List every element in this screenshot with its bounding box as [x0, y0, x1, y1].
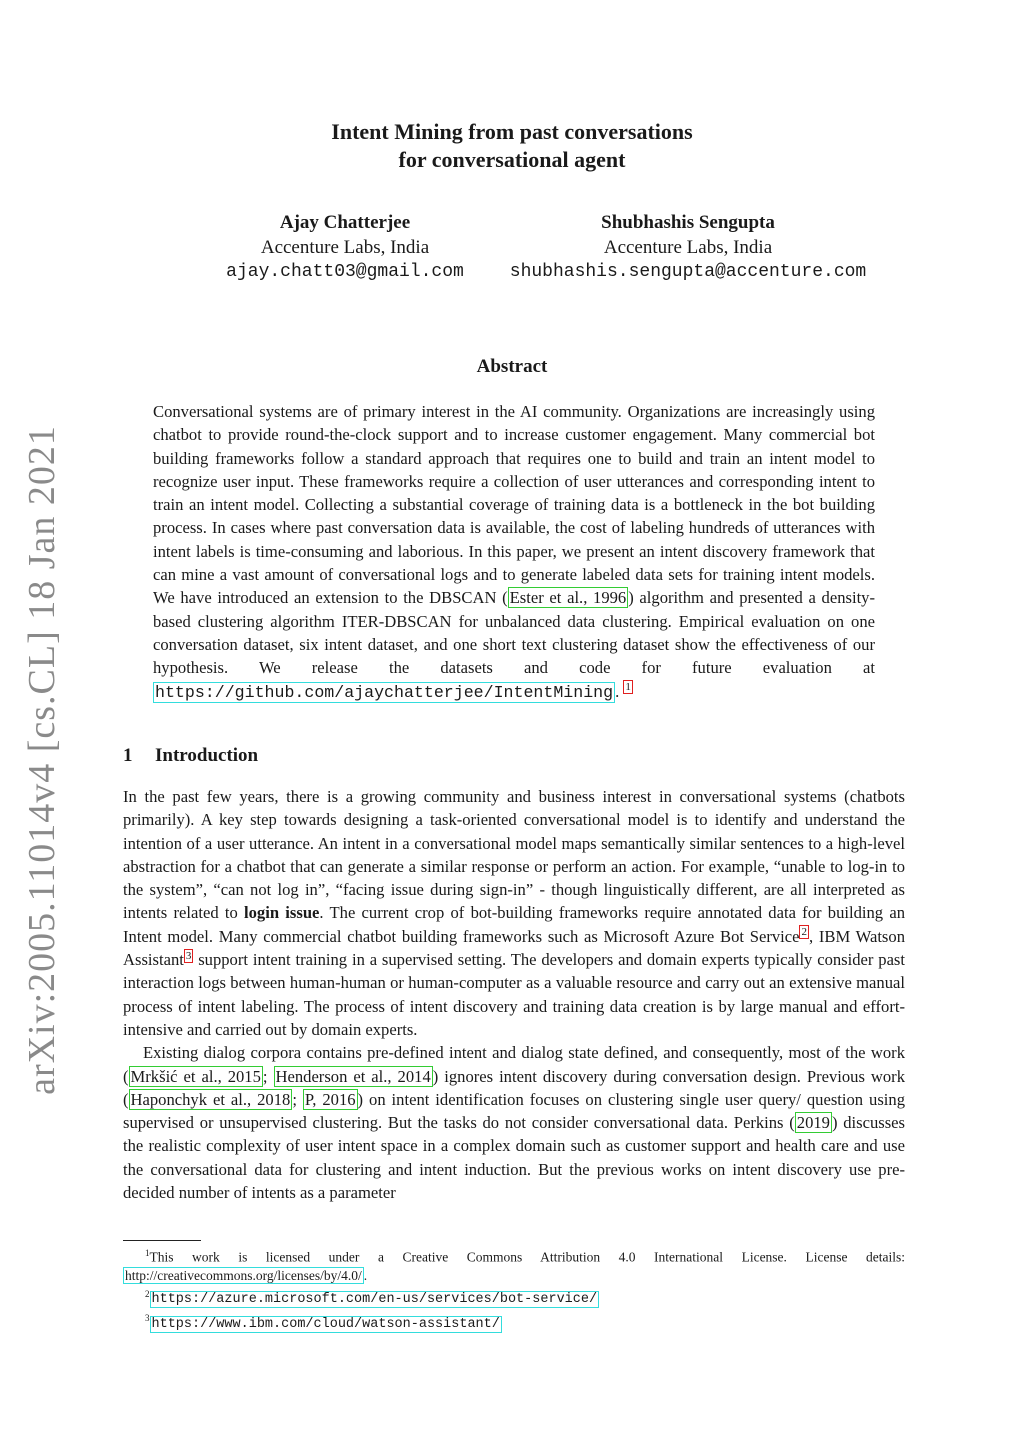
footnote-ref-link[interactable]: 2 [801, 926, 807, 939]
text-span: Existing dialog corpora contains pre-defined intent and dialog state defined, and consequently, most of the work ( [123, 1043, 905, 1086]
section-title: Introduction [155, 745, 259, 766]
footnotes [123, 1244, 905, 1334]
footnote-mark: 3 [145, 1313, 150, 1323]
paragraph [123, 785, 905, 1041]
bold-term: login issue [244, 903, 320, 923]
text-span: ; [292, 1089, 303, 1109]
abstract-text: Conversational systems are of primary interest in the AI community. Organizations are increasingly using chatbot to provide round-the-clock support and to increase customer engagement. Many commercial bot building frameworks follow a standard approach that requires one to build and train an intent model to recognize user input. These frameworks require a collection of user utterances and corresponding intent to train an intent model. Collecting a substantial coverage of training data is a bottleneck in the bot building process. In cases where past conversation data is available, the cost of labeling hundreds of utterances with intent labels is time-consuming and laborious. In this paper, we present an intent discovery framework that can mine a vast amount of conversational logs and to generate labeled data sets for training intent models. We have introduced an extension to the DBSCAN ( [153, 402, 875, 608]
paragraph [123, 1041, 905, 1204]
text-span: In the past few years, there is a growing community and business interest in conversational systems (chatbots primarily). A key step towards designing a task-oriented conversational model is to identify and understand the intention of a user utterance. An intent in a conversational model maps semantically similar sentences to a high-level abstraction for a chatbot that can generate a similar response or perform an action. For example, “unable to log-in to the system”, “can not log in”, “facing issue during sign-in” - though linguistically different, are all interpreted as intents related to [123, 787, 905, 923]
author-block-1 [190, 210, 500, 285]
footnote-3 [123, 1309, 905, 1334]
footnote-1 [123, 1244, 905, 1285]
author-block-2 [478, 210, 898, 285]
section-number: 1 [123, 745, 133, 766]
text-span: ) on intent identification focuses on clustering single user query/ question using supervised or unsupervised clustering. But the tasks do not consider conversational data. Perkins ( [123, 1089, 905, 1133]
author-email[interactable]: shubhashis.sengupta@accenture.com [509, 262, 867, 282]
paper-title [0, 118, 1024, 174]
author-affiliation: Accenture Labs, India [603, 237, 773, 258]
abstract-text: ) algorithm and presented a density-based clustering algorithm ITER-DBSCAN for unbalanced data clustering. Empirical evaluation on one conversation dataset, six intent dataset, and one short text clustering dataset show the effectiveness of our hypothesis. We release the datasets and code for future evaluation at [153, 588, 875, 678]
footnote-mark: 1 [145, 1248, 150, 1258]
footnote-ref-link[interactable]: 3 [185, 949, 192, 962]
citation-link[interactable]: Ester et al., 1996 [509, 588, 627, 608]
citation-link[interactable]: 2019 [796, 1113, 830, 1133]
title-line-1: Intent Mining from past conversations [331, 119, 693, 144]
watson-url-link[interactable]: https://www.ibm.com/cloud/watson-assistant/ [151, 1316, 500, 1332]
abstract-heading: Abstract [476, 356, 548, 377]
text-span: ) ignores intent discovery during conversation design. Previous work ( [123, 1066, 905, 1109]
arxiv-sidebar-stamp [10, 425, 74, 1095]
section-heading [123, 745, 258, 767]
footnote-text: . [363, 1267, 368, 1283]
author-email[interactable]: ajay.chatt03@gmail.com [226, 262, 464, 282]
text-span: , IBM Watson Assistant [123, 926, 905, 970]
text-span: ; [262, 1066, 274, 1086]
citation-link[interactable]: Mrkšić et al., 2015 [130, 1066, 261, 1086]
footnote-divider [123, 1240, 201, 1241]
citation-link[interactable]: P, 2016 [304, 1089, 356, 1109]
title-line-2: for conversational agent [398, 147, 626, 172]
author-affiliation: Accenture Labs, India [260, 237, 430, 258]
footnote-ref-link[interactable]: 1 [625, 681, 631, 694]
abstract-text: . [615, 681, 624, 701]
footnote-mark: 2 [145, 1288, 150, 1299]
abstract-body [153, 400, 875, 704]
footnote-2 [123, 1285, 905, 1310]
license-url-link[interactable]: http://creativecommons.org/licenses/by/4.0/ [125, 1267, 362, 1283]
code-url-link[interactable]: https://github.com/ajaychatterjee/IntentMining [155, 682, 614, 702]
arxiv-id: arXiv:2005.11014v4 [cs.CL] 18 Jan 2021 [21, 425, 63, 1095]
text-span: support intent training in a supervised setting. The developers and domain experts typically consider past interaction logs between human-human or human-computer as a valuable resource and carry out an extensive manual process of intent labeling. The process of intent discovery and training data creation is by large manual and effort-intensive and carried out by domain experts. [123, 950, 905, 1039]
text-span: ) discusses the realistic complexity of user intent space in a complex domain such as customer support and health care and use the conversational data for clustering and intent induction. But the previous works on intent discovery use pre-decided number of intents as a parameter [123, 1113, 905, 1203]
citation-link[interactable]: Henderson et al., 2014 [275, 1066, 431, 1086]
azure-url-link[interactable]: https://azure.microsoft.com/en-us/services/bot-service/ [151, 1292, 598, 1307]
author-name: Shubhashis Sengupta [601, 212, 775, 233]
text-span: . The current crop of bot-building frameworks require annotated data for building an Intent model. Many commercial chatbot building frameworks such as Microsoft Azure Bot Service [123, 903, 905, 946]
footnote-text: This work is licensed under a Creative Commons Attribution 4.0 International License. License details: [149, 1249, 905, 1265]
author-name: Ajay Chatterjee [279, 212, 411, 233]
introduction-body [123, 785, 905, 1204]
citation-link[interactable]: Haponchyk et al., 2018 [130, 1089, 291, 1109]
